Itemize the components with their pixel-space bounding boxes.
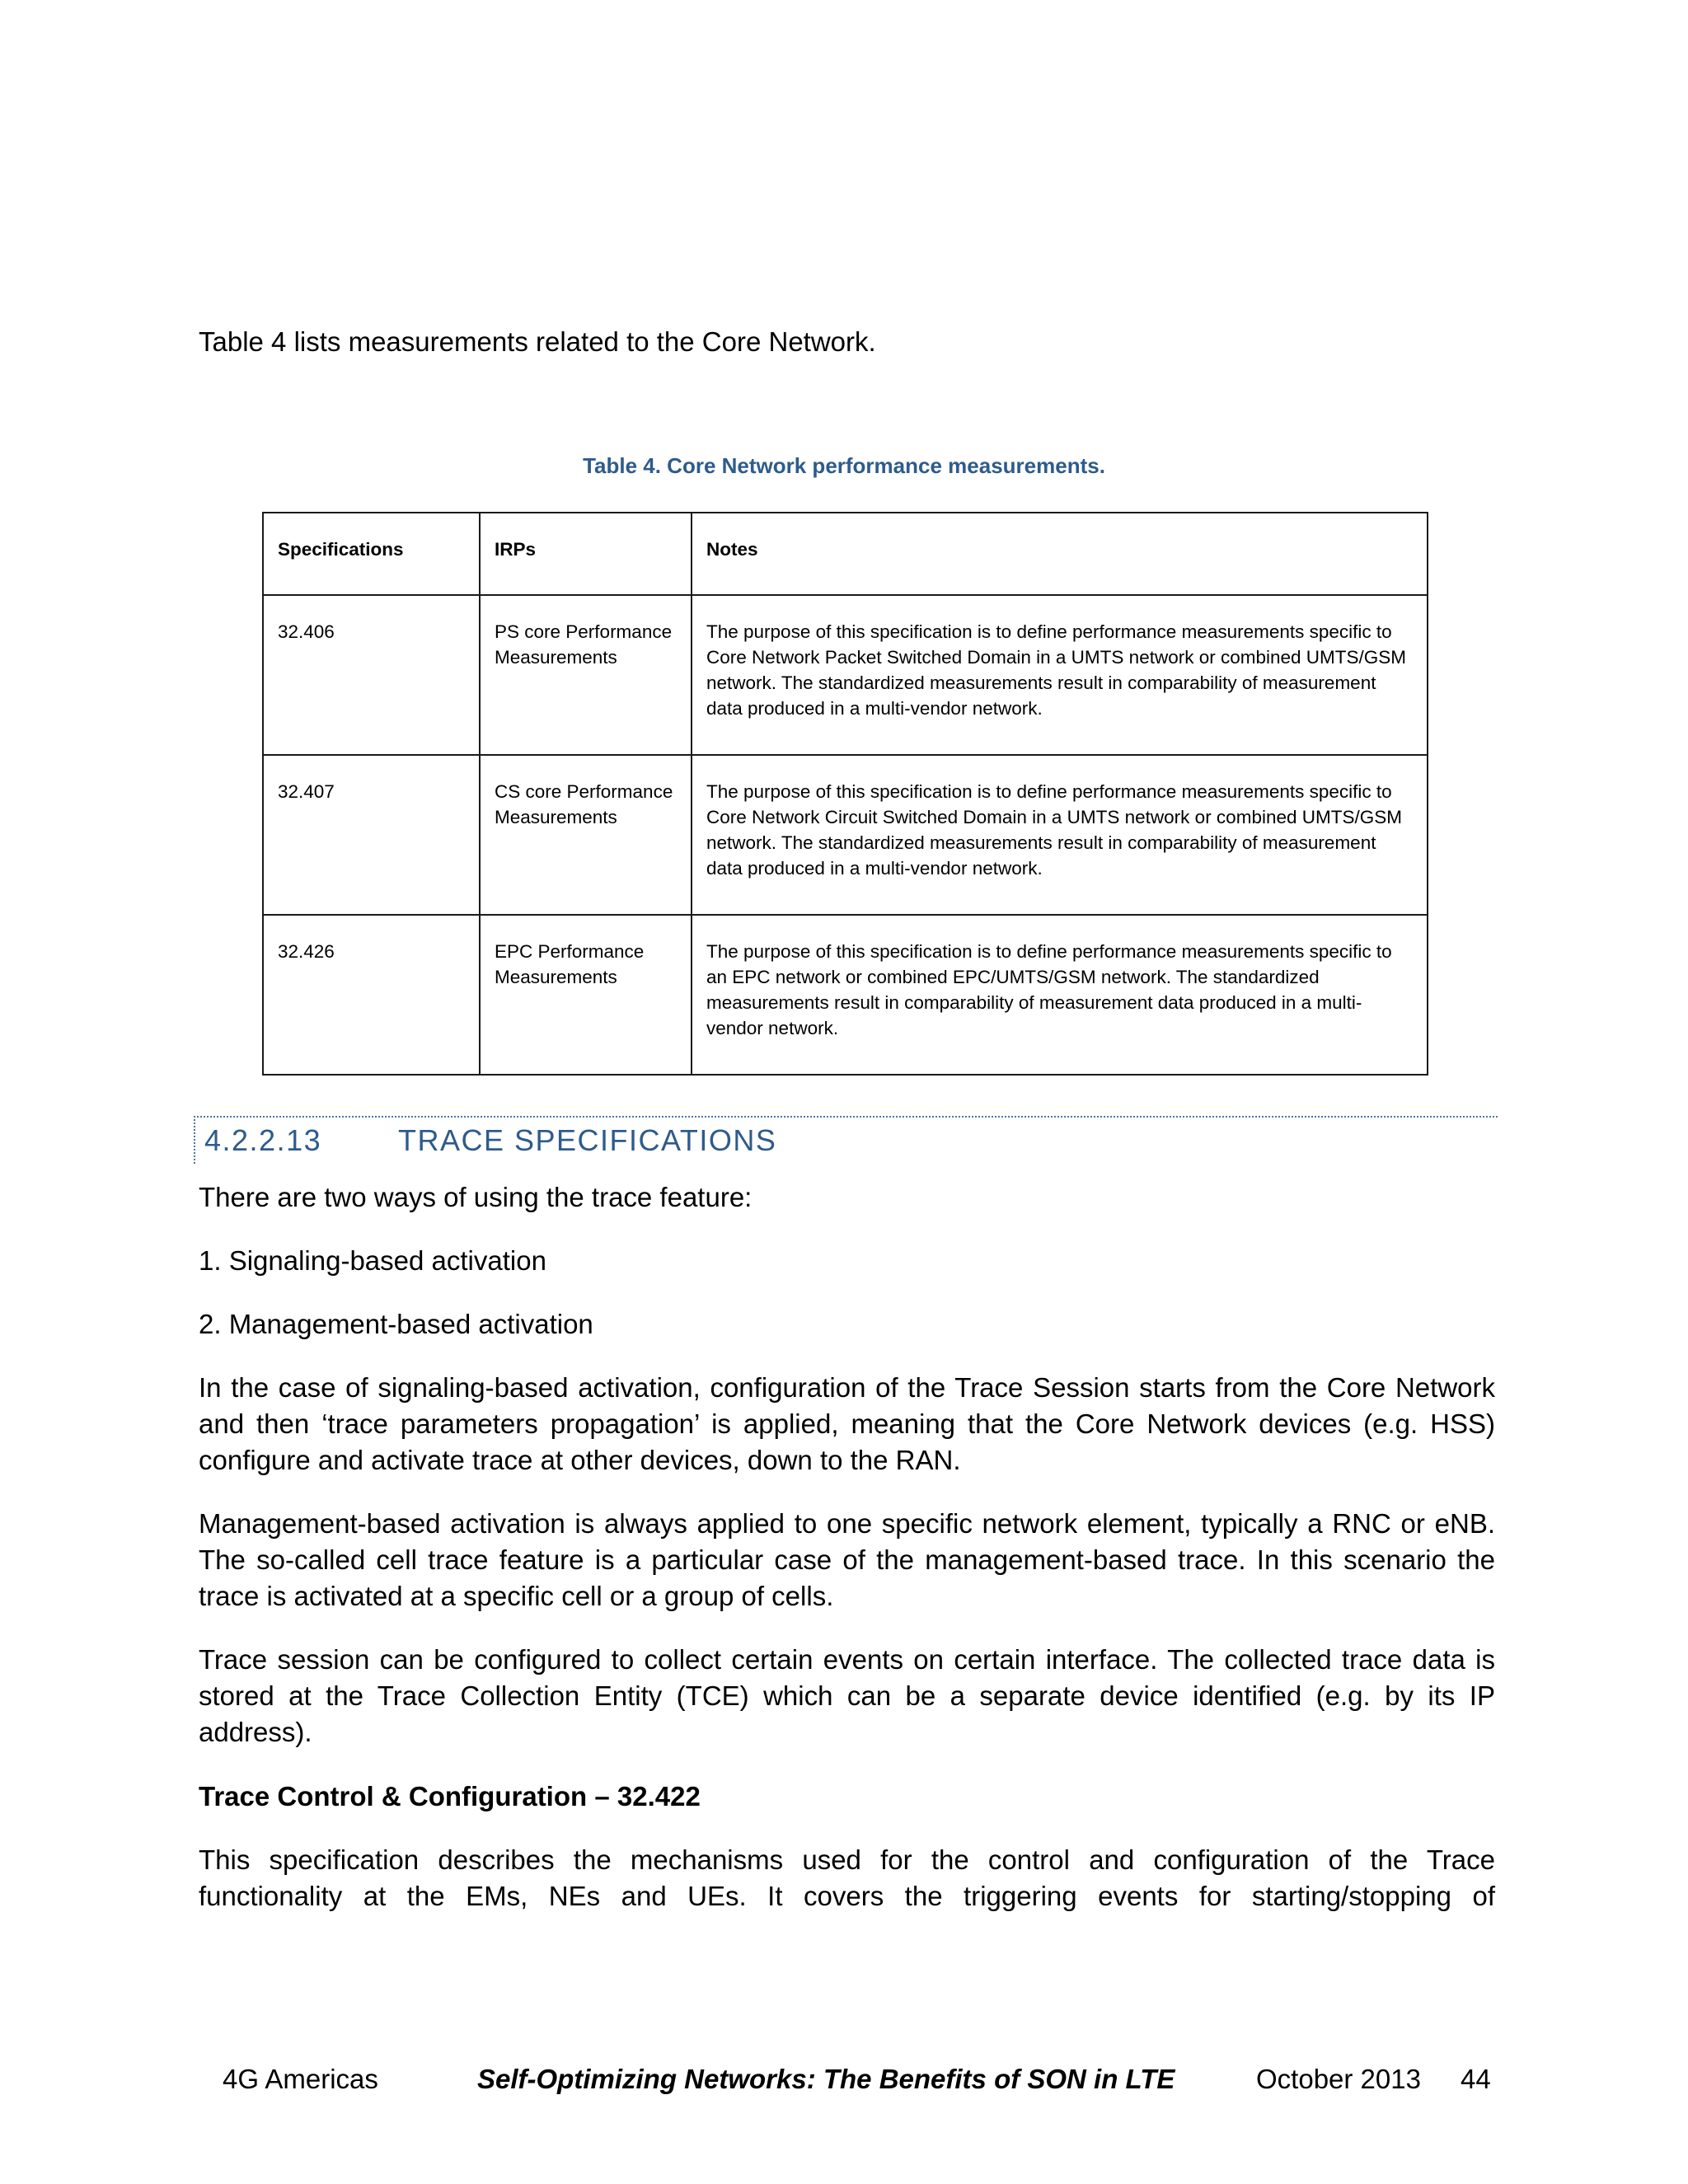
paragraph-signaling: In the case of signaling-based activation, configuration of the Trace Session starts from the Core Network and then ‘trace parameters propagation’ is applied, meaning that the Core Network devices (e.g. HSS) configure and activate trace at other devices, down to the RAN. [199, 1372, 1495, 1475]
trace-ways-text: There are two ways of using the trace feature: [199, 1182, 753, 1212]
notes-cell: The purpose of this specification is to define performance measurements specific to Core Network Circuit Switched Domain in a UMTS network or combined UMTS/GSM network. The standardized measurements result in comparability of measurement data produced in a multi-vendor network. [692, 755, 1428, 915]
spec-cell: 32.406 [263, 595, 480, 755]
table-caption: Table 4. Core Network performance measurements. [583, 453, 1105, 478]
table-row [263, 755, 1428, 915]
section-number: 4.2.2.13 [204, 1123, 322, 1157]
section-heading [204, 1119, 776, 1162]
subheading-trace-control: Trace Control & Configuration – 32.422 [199, 1781, 701, 1811]
irp-cell: CS core Performance Measurements [480, 755, 692, 915]
section-title: TRACE SPECIFICATIONS [398, 1123, 777, 1157]
table-row [263, 915, 1428, 1075]
footer-document-title: Self-Optimizing Networks: The Benefits of SON in LTE [477, 2064, 1175, 2094]
footer-page-number: 44 [1461, 2064, 1491, 2094]
notes-cell: The purpose of this specification is to define performance measurements specific to Core Network Packet Switched Domain in a UMTS network or combined UMTS/GSM network. The standardized measurements result in comparability of measurement data produced in a multi-vendor network. [692, 595, 1428, 755]
header-notes: Notes [692, 513, 1428, 595]
irp-cell: PS core Performance Measurements [480, 595, 692, 755]
measurements-table [262, 512, 1428, 1076]
header-specifications: Specifications [263, 513, 480, 595]
table-header-row [263, 513, 1428, 595]
notes-cell: The purpose of this specification is to define performance measurements specific to an EPC network or combined EPC/UMTS/GSM network. The standardized measurements result in comparability of measurement data produced in a multi-vendor network. [692, 915, 1428, 1075]
irp-cell: EPC Performance Measurements [480, 915, 692, 1075]
paragraph-trace-session: Trace session can be configured to collect certain events on certain interface. The collected trace data is stored at the Trace Collection Entity (TCE) which can be a separate device identified (e.g. by its IP address). [199, 1644, 1495, 1747]
footer-organization: 4G Americas [223, 2064, 378, 2094]
spec-cell: 32.407 [263, 755, 480, 915]
spec-cell: 32.426 [263, 915, 480, 1075]
intro-text: Table 4 lists measurements related to the Core Network. [199, 326, 876, 357]
paragraph-management: Management-based activation is always applied to one specific network element, typically a RNC or eNB. The so-called cell trace feature is a particular case of the management-based trace. In this scenario the trace is activated at a specific cell or a group of cells. [199, 1508, 1495, 1611]
paragraph-spec-description: This specification describes the mechanisms used for the control and configuration of the Trace functionality at the EMs, NEs and UEs. It covers the triggering events for starting/stopping of [199, 1844, 1495, 1911]
list-item: 1. Signaling-based activation [199, 1245, 546, 1276]
page-footer [223, 2061, 1495, 2097]
list-item: 2. Management-based activation [199, 1309, 593, 1339]
footer-date: October 2013 [1256, 2064, 1421, 2094]
table-row [263, 595, 1428, 755]
header-irps: IRPs [480, 513, 692, 595]
